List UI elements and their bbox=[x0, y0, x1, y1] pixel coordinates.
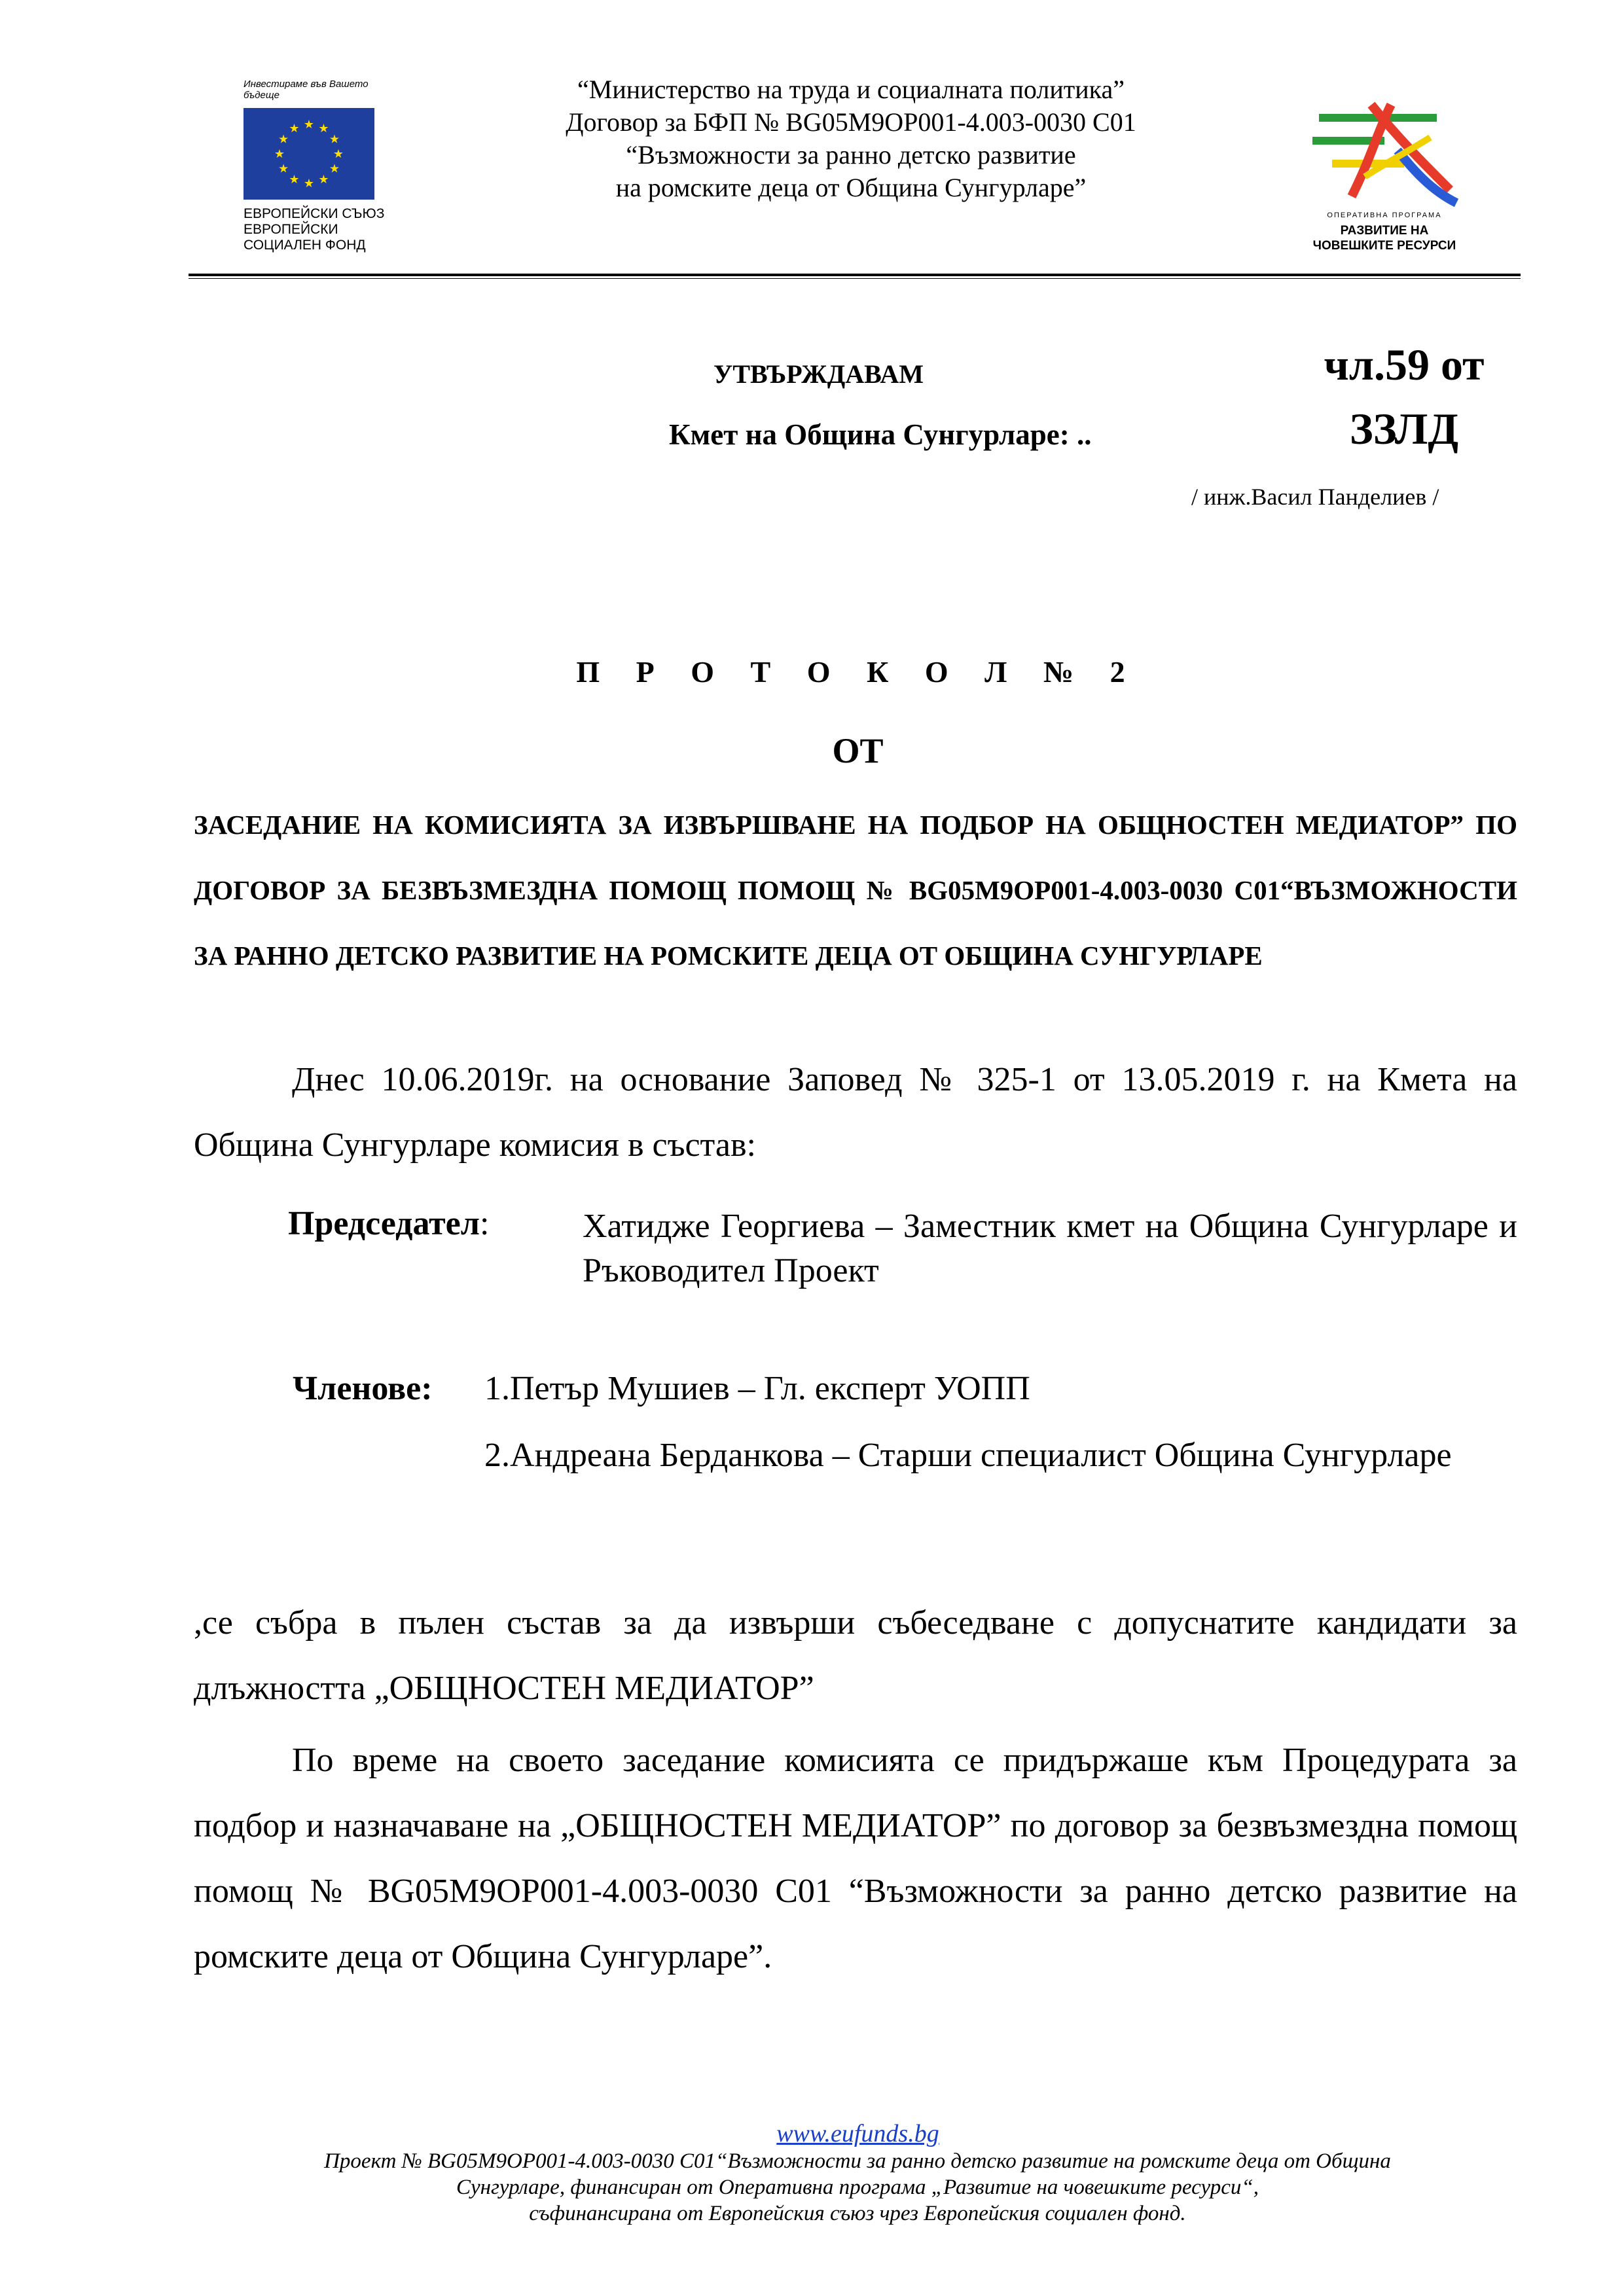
protocol-from: ОТ bbox=[832, 731, 884, 770]
footer-line: Сунгурларе, финансиран от Оперативна програма „Развитие на човешките ресурси“, bbox=[456, 2176, 1259, 2199]
members-label: Членове: bbox=[293, 1370, 433, 1407]
mayor-label: Кмет на Община Сунгурларе: .. bbox=[669, 418, 1092, 451]
eu-stars-icon bbox=[244, 108, 374, 200]
meeting-subject: ЗАСЕДАНИЕ НА КОМИСИЯТА ЗА ИЗВЪРШВАНЕ НА ПОДБОР НА ОБЩНОСТЕН МЕДИАТОР” ПО ДОГОВОР ЗА БЕЗВЪЗМЕЗДНА ПОМОЩ ПОМОЩ № BG05M9OP001-4.003-0030 C01“ВЪЗМОЖНОСТИ ЗА РАННО ДЕТСКО РАЗВИТИЕ НА РОМСКИТЕ ДЕЦА ОТ ОБЩИНА СУНГУРЛАРЕ bbox=[194, 810, 1517, 971]
chair-label-text: Председател bbox=[288, 1205, 480, 1242]
eu-star-icon: ★ bbox=[274, 147, 285, 160]
header-line: Договор за БФП № BG05M9OP001-4.003-0030 C01 bbox=[566, 107, 1136, 137]
eu-star-icon: ★ bbox=[318, 122, 329, 135]
op-logo-small: ОПЕРАТИВНА ПРОГРАМА bbox=[1327, 211, 1442, 219]
eufunds-link[interactable]: www.eufunds.bg bbox=[776, 2120, 939, 2147]
eu-star-icon: ★ bbox=[333, 147, 344, 160]
eu-logo-text bbox=[244, 206, 401, 253]
eu-logo-line: ЕВРОПЕЙСКИ bbox=[244, 222, 338, 237]
member-item: 1.Петър Мушиев – Гл. експерт УОПП bbox=[484, 1370, 1030, 1407]
eu-logo-line: ЕВРОПЕЙСКИ СЪЮЗ bbox=[244, 206, 385, 221]
eu-logo-line: СОЦИАЛЕН ФОНД bbox=[244, 238, 366, 253]
eu-star-icon: ★ bbox=[278, 162, 289, 175]
eu-tagline: Инвестираме във Вашето бъдеще bbox=[244, 79, 369, 101]
eu-star-icon: ★ bbox=[289, 172, 300, 186]
paragraph-assembly: ,се събра в пълен състав за да извърши събеседване с допуснатите кандидати за длъжността „ОБЩНОСТЕН МЕДИАТОР” bbox=[194, 1604, 1517, 1707]
header-divider bbox=[189, 274, 1521, 276]
eu-star-icon: ★ bbox=[329, 132, 340, 146]
header-line: на ромските деца от Община Сунгурларе” bbox=[615, 173, 1087, 202]
member-item: 2.Андреана Берданкова – Старши специалист Община Сунгурларе bbox=[484, 1437, 1452, 1474]
eu-star-icon: ★ bbox=[303, 177, 315, 190]
footer-line: Проект № BG05M9OP001-4.003-0030 C01“Възможности за ранно детско развитие на ромските деца от Община bbox=[324, 2149, 1391, 2173]
eu-flag-icon bbox=[244, 108, 374, 200]
eu-star-icon: ★ bbox=[303, 118, 315, 131]
header-divider-thin bbox=[189, 278, 1521, 279]
header-contract-info bbox=[458, 73, 1244, 204]
eu-star-icon: ★ bbox=[289, 122, 300, 135]
op-logo-line: РАЗВИТИЕ НА bbox=[1340, 224, 1429, 238]
paragraph-intro: Днес 10.06.2019г. на основание Заповед № 325-1 от 13.05.2019 г. на Кмета на Община Сунгурларе комисия в състав: bbox=[194, 1061, 1517, 1164]
header-line: “Възможности за ранно детско развитие bbox=[626, 140, 1076, 170]
footer-project-info bbox=[196, 2148, 1519, 2227]
stamp-line: чл.59 от bbox=[1324, 340, 1485, 389]
eu-star-icon: ★ bbox=[329, 162, 340, 175]
eu-star-icon: ★ bbox=[318, 172, 329, 186]
protocol-title: П Р О Т О К О Л № 2 bbox=[576, 655, 1140, 689]
approve-label: УТВЪРЖДАВАМ bbox=[713, 359, 924, 389]
chair-name: Хатидже Георгиева – Заместник кмет на Община Сунгурларе и Ръководител Проект bbox=[583, 1208, 1517, 1289]
op-logo-text bbox=[1299, 208, 1470, 253]
header-line: “Министерство на труда и социалната политика” bbox=[577, 75, 1125, 104]
op-logo-line: ЧОВЕШКИТЕ РЕСУРСИ bbox=[1312, 239, 1456, 253]
footer-line: съфинансирана от Европейския съюз чрез Европейския социален фонд. bbox=[529, 2202, 1186, 2225]
chair-colon: : bbox=[479, 1205, 490, 1242]
eu-star-icon: ★ bbox=[278, 132, 289, 146]
stamp-line: ЗЗЛД bbox=[1349, 404, 1459, 454]
chair-label bbox=[288, 1204, 489, 1243]
redaction-stamp bbox=[1296, 332, 1512, 461]
paragraph-procedure: По време на своето заседание комисията се придържаше към Процедурата за подбор и назначаване на „ОБЩНОСТЕН МЕДИАТОР” по договор за безвъзмездна помощ помощ № BG05M9OP001-4.003-0030 C01 “Възможности за ранно детско развитие на ромските деца от Община Сунгурларе”. bbox=[194, 1742, 1517, 1975]
signer-name: / инж.Васил Панделиев / bbox=[1191, 484, 1439, 510]
